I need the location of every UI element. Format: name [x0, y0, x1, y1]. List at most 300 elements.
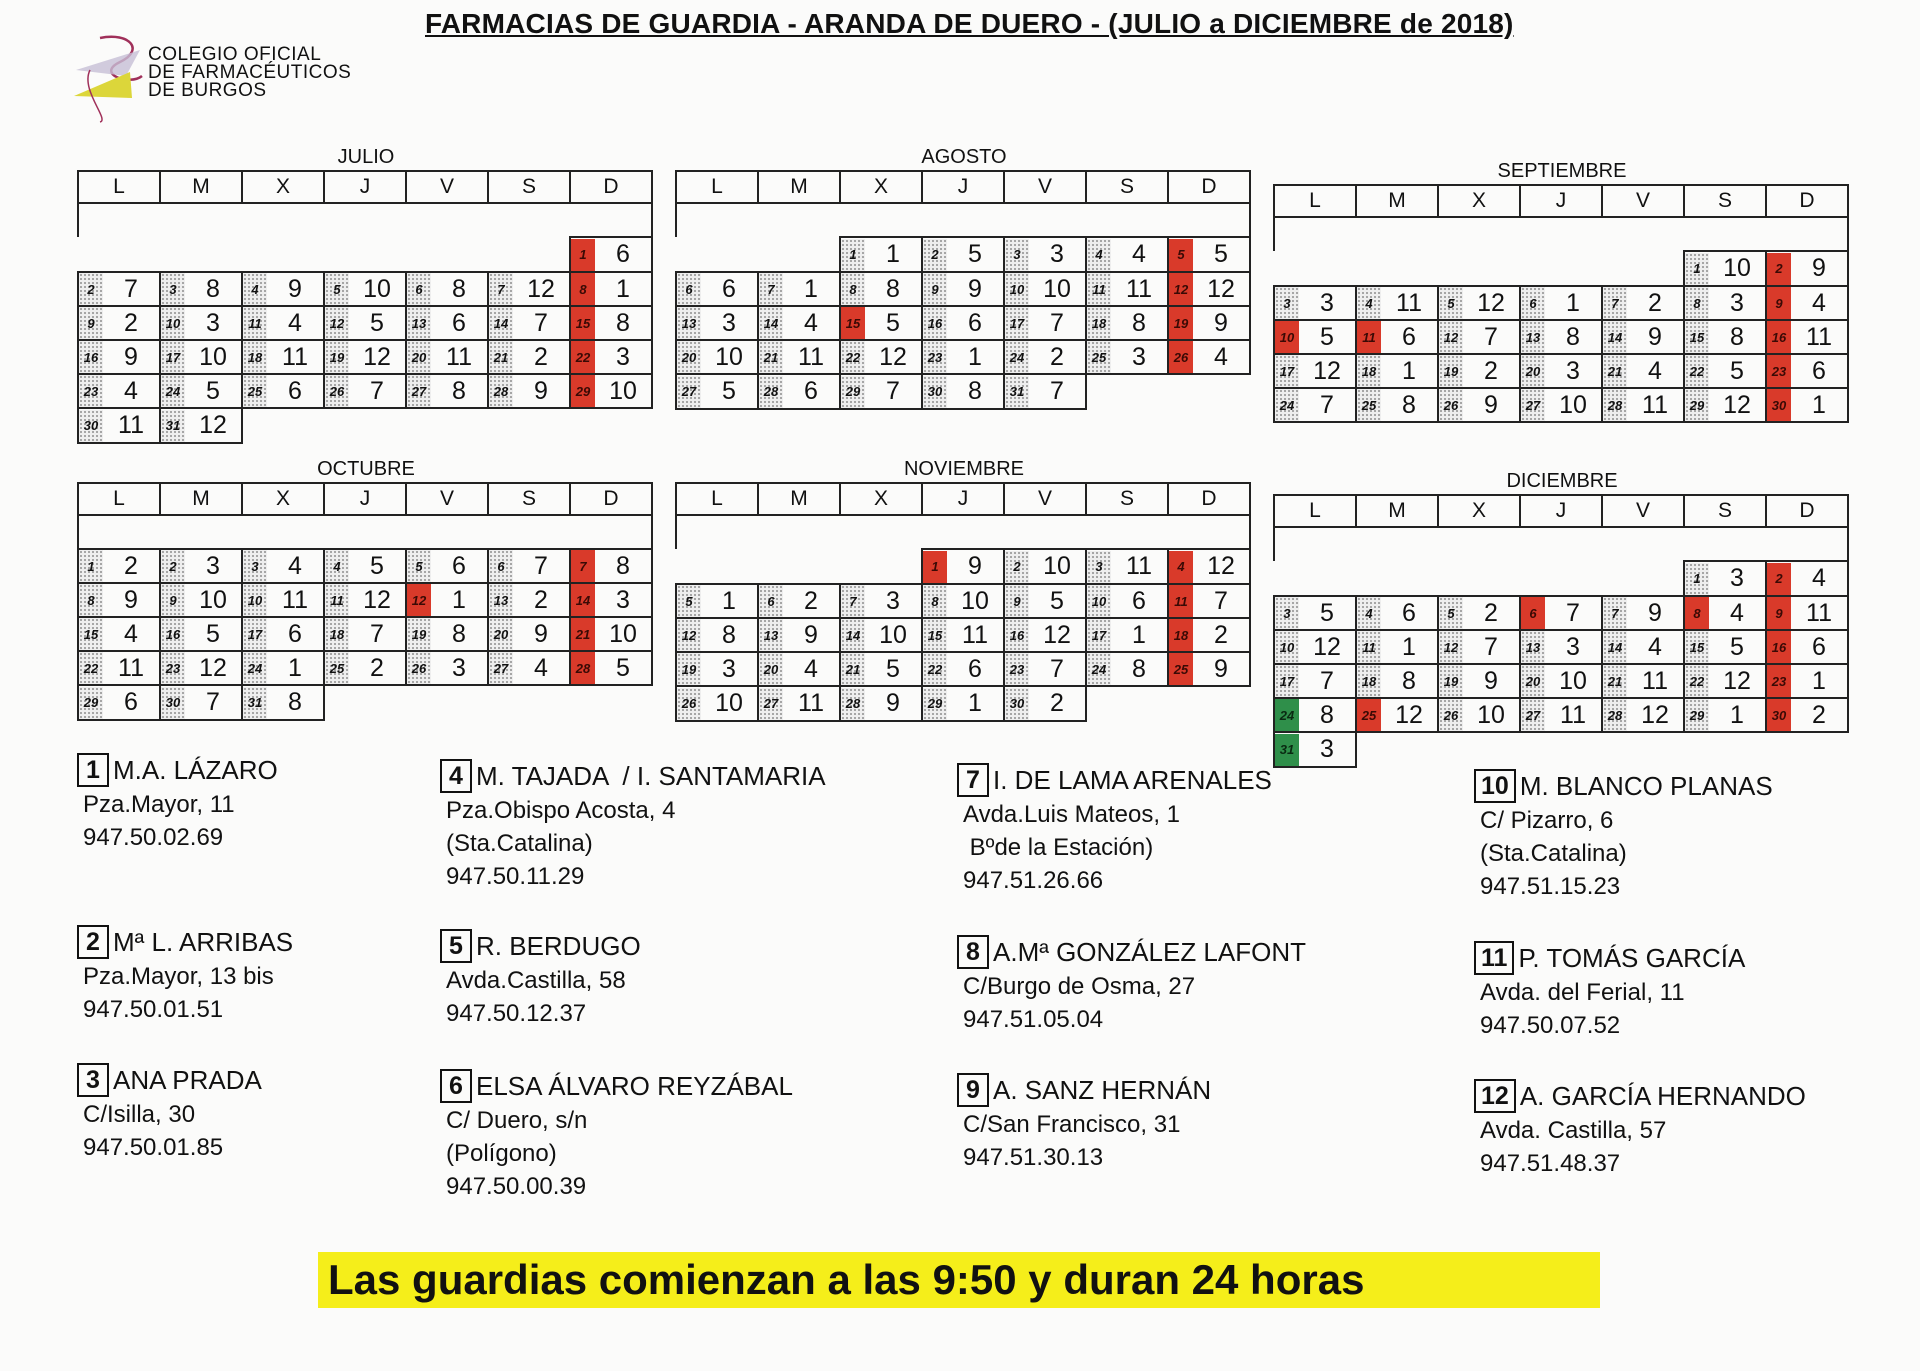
pharmacy-detail: (Sta.Catalina) — [1480, 840, 1627, 867]
day-cell — [570, 306, 652, 340]
pharmacy-number: 6 — [452, 308, 466, 337]
pharmacy-number: 7 — [124, 274, 138, 303]
day-cell — [1602, 698, 1684, 732]
weekday-header: M — [1356, 495, 1438, 527]
pharmacy-number: 5 — [886, 308, 900, 337]
day-cell — [1356, 320, 1438, 354]
day-number: 11 — [243, 307, 267, 339]
day-cell — [1602, 596, 1684, 630]
day-number: 11 — [325, 584, 349, 616]
day-cell — [1520, 630, 1602, 664]
day-number: 13 — [759, 619, 783, 651]
day-cell — [758, 340, 840, 374]
month-name: AGOSTO — [921, 146, 1007, 168]
pharmacy-name: R. BERDUGO — [476, 930, 641, 961]
pharmacy-number: 9 — [288, 274, 302, 303]
weekday-header: L — [78, 171, 160, 203]
day-number: 18 — [1169, 619, 1193, 651]
pharmacy-number: 11 — [1642, 666, 1668, 695]
day-cell — [406, 374, 488, 408]
day-cell — [1520, 596, 1602, 630]
day-number: 20 — [1521, 355, 1545, 387]
day-cell — [570, 583, 652, 617]
day-cell — [488, 306, 570, 340]
pharmacy-number: 2 — [1812, 700, 1826, 729]
weekday-header: J — [324, 171, 406, 203]
pharmacy-number: 4 — [124, 619, 138, 648]
pharmacy-number: 7 — [206, 688, 220, 716]
day-cell — [1602, 664, 1684, 698]
day-cell — [1438, 698, 1520, 732]
day-number: 6 — [1521, 287, 1545, 319]
day-cell — [1684, 320, 1766, 354]
day-number: 12 — [1439, 321, 1463, 353]
day-cell — [570, 617, 652, 651]
weekday-header: S — [1684, 495, 1766, 527]
day-number: 12 — [407, 584, 431, 616]
day-number: 17 — [1275, 665, 1299, 697]
pharmacy-detail: 947.50.00.39 — [446, 1173, 587, 1200]
logo-line-2: DE FARMACÉUTICOS — [148, 62, 352, 83]
weekday-header: X — [1438, 185, 1520, 217]
day-cell — [488, 583, 570, 617]
day-cell — [1168, 237, 1250, 272]
pharmacy-number: 12 — [1043, 620, 1071, 649]
day-cell — [242, 340, 324, 374]
day-number: 12 — [677, 619, 701, 651]
day-number: 1 — [841, 239, 865, 271]
day-number: 7 — [489, 273, 513, 305]
day-number: 14 — [571, 584, 595, 616]
day-number: 29 — [841, 376, 865, 408]
pharmacy-number-box: 12 — [1474, 1079, 1516, 1113]
day-number: 16 — [923, 307, 947, 339]
day-cell — [922, 652, 1004, 686]
pharmacy-name: ELSA ÁLVARO REYZÁBAL — [476, 1070, 793, 1101]
day-number: 26 — [1169, 341, 1193, 373]
pharmacy-number: 10 — [1559, 390, 1587, 419]
day-cell — [1086, 618, 1168, 652]
day-number: 14 — [489, 307, 513, 339]
day-cell — [676, 374, 758, 409]
hours-banner-text: Las guardias comienzan a las 9:50 y duran 24 horas — [328, 1256, 1365, 1303]
pharmacy-number: 9 — [1214, 308, 1228, 337]
day-number: 27 — [489, 652, 513, 684]
day-cell — [840, 686, 922, 721]
day-number: 15 — [1685, 321, 1709, 353]
day-number: 1 — [79, 550, 103, 582]
day-number: 17 — [1087, 619, 1111, 651]
day-cell — [1766, 561, 1848, 596]
pharmacy-number: 5 — [886, 654, 900, 683]
weekday-header: L — [1274, 185, 1356, 217]
day-number: 28 — [841, 688, 865, 720]
day-cell — [324, 583, 406, 617]
day-cell — [1086, 306, 1168, 340]
day-number: 4 — [1087, 239, 1111, 271]
day-cell — [488, 272, 570, 306]
weekday-header: D — [1766, 495, 1848, 527]
day-number: 11 — [1357, 631, 1381, 663]
pharmacy-number: 1 — [1132, 620, 1146, 649]
day-cell — [1168, 272, 1250, 306]
day-number: 21 — [1603, 355, 1627, 387]
day-number: 9 — [79, 307, 103, 339]
day-number: 26 — [325, 375, 349, 407]
day-number: 27 — [1521, 699, 1545, 731]
day-cell — [242, 272, 324, 306]
pharmacy-number: 11 — [118, 653, 144, 682]
day-cell — [1274, 596, 1356, 630]
weekday-header: L — [676, 483, 758, 515]
pharmacy-number: 3 — [206, 551, 220, 580]
pharmacy-number: 8 — [886, 274, 900, 303]
day-number: 21 — [759, 341, 783, 373]
pharmacy-number: 6 — [288, 376, 302, 405]
day-cell — [78, 651, 160, 685]
pharmacy-detail: 947.51.48.37 — [1480, 1150, 1621, 1177]
pharmacy-number: 3 — [1730, 288, 1744, 317]
day-cell — [758, 618, 840, 652]
pharmacy-number: 7 — [886, 377, 900, 405]
day-cell — [758, 652, 840, 686]
day-cell — [78, 617, 160, 651]
day-cell — [840, 652, 922, 686]
pharmacy-number: 3 — [1730, 564, 1744, 592]
pharmacy-number: 11 — [798, 342, 824, 371]
day-number: 3 — [1275, 287, 1299, 319]
pharmacy-number: 8 — [1566, 322, 1580, 351]
day-cell — [324, 651, 406, 685]
day-cell — [758, 584, 840, 618]
day-number: 24 — [1275, 389, 1299, 421]
day-cell — [160, 651, 242, 685]
day-cell — [922, 237, 1004, 272]
pharmacy-number: 4 — [1648, 632, 1662, 661]
pharmacy-number: 2 — [804, 586, 818, 615]
day-cell — [1766, 596, 1848, 630]
day-cell — [758, 272, 840, 306]
pharmacy-number: 12 — [363, 585, 391, 614]
day-cell — [160, 617, 242, 651]
pharmacy-number: 11 — [1126, 274, 1152, 303]
day-cell — [1168, 549, 1250, 584]
pharmacy-entry — [957, 762, 1417, 897]
day-number: 27 — [407, 375, 431, 407]
day-cell — [324, 306, 406, 340]
day-number: 19 — [1169, 307, 1193, 339]
pharmacy-detail: 947.50.01.51 — [83, 996, 224, 1023]
pharmacy-entry — [1474, 768, 1920, 903]
day-number: 7 — [759, 273, 783, 305]
day-number: 30 — [1767, 389, 1791, 421]
pharmacy-number: 1 — [452, 585, 466, 614]
day-number: 10 — [1087, 585, 1111, 617]
day-cell — [1004, 618, 1086, 652]
day-number: 25 — [243, 375, 267, 407]
pharmacy-number: 7 — [1050, 654, 1064, 683]
pharmacy-number: 2 — [534, 342, 548, 371]
day-cell — [570, 237, 652, 272]
day-number: 20 — [1521, 665, 1545, 697]
day-number: 19 — [1439, 665, 1463, 697]
day-number: 20 — [759, 653, 783, 685]
month-grid — [1273, 494, 1849, 768]
day-cell — [840, 306, 922, 340]
pharmacy-number: 5 — [1214, 240, 1228, 268]
day-number: 1 — [571, 239, 595, 271]
day-cell — [324, 374, 406, 408]
pharmacy-number: 12 — [1207, 552, 1235, 580]
day-cell — [1684, 354, 1766, 388]
pharmacy-number: 6 — [1402, 322, 1416, 351]
pharmacy-name: ANA PRADA — [113, 1064, 262, 1095]
pharmacy-number: 7 — [370, 376, 384, 405]
pharmacy-number: 11 — [1806, 322, 1832, 351]
logo-mark-icon — [70, 30, 150, 126]
day-cell — [922, 374, 1004, 409]
day-cell — [78, 583, 160, 617]
pharmacy-number: 11 — [1396, 288, 1422, 317]
day-cell — [1356, 286, 1438, 320]
day-number: 18 — [1087, 307, 1111, 339]
pharmacy-number: 1 — [886, 240, 900, 268]
day-number: 4 — [243, 273, 267, 305]
day-cell — [922, 340, 1004, 374]
day-number: 6 — [489, 550, 513, 582]
hours-banner — [318, 1252, 1600, 1308]
pharmacy-number: 10 — [1043, 274, 1071, 303]
pharmacy-number: 9 — [124, 585, 138, 614]
calendar-septiembre — [1273, 158, 1851, 423]
pharmacy-number: 8 — [1402, 390, 1416, 419]
day-number: 29 — [571, 375, 595, 407]
day-cell — [160, 583, 242, 617]
day-cell — [1520, 698, 1602, 732]
pharmacy-entry — [1474, 1078, 1920, 1180]
day-number: 19 — [325, 341, 349, 373]
page-title: FARMACIAS DE GUARDIA - ARANDA DE DUERO - (JULIO a DICIEMBRE de 2018) — [425, 8, 1514, 39]
pharmacy-number: 12 — [1723, 390, 1751, 419]
day-number: 30 — [1005, 688, 1029, 720]
day-cell — [1684, 698, 1766, 732]
pharmacy-number: 7 — [1214, 586, 1228, 615]
day-cell — [1438, 664, 1520, 698]
day-cell — [1274, 354, 1356, 388]
day-cell — [676, 618, 758, 652]
weekday-header: M — [1356, 185, 1438, 217]
day-cell — [1004, 374, 1086, 409]
pharmacy-entry — [440, 1068, 900, 1203]
pharmacy-number-box: 8 — [957, 935, 989, 969]
pharmacy-number: 10 — [1559, 666, 1587, 695]
pharmacy-number: 6 — [804, 377, 818, 405]
pharmacy-name: A. GARCÍA HERNANDO — [1519, 1080, 1806, 1111]
day-number: 28 — [759, 376, 783, 408]
pharmacy-number: 9 — [1484, 666, 1498, 695]
pharmacy-number: 4 — [288, 308, 302, 337]
pharmacy-name: M.A. LÁZARO — [113, 754, 278, 785]
day-number: 7 — [1603, 597, 1627, 629]
pharmacy-number: 8 — [1132, 308, 1146, 337]
pharmacy-number: 7 — [534, 551, 548, 580]
pharmacy-number: 12 — [1313, 632, 1341, 661]
pharmacy-number: 1 — [288, 653, 302, 682]
day-cell — [1438, 596, 1520, 630]
pharmacy-entry — [440, 928, 900, 1030]
pharmacy-number: 11 — [118, 411, 144, 439]
pharmacy-detail: 947.50.01.85 — [83, 1134, 224, 1161]
pharmacy-number: 10 — [609, 376, 637, 405]
day-number: 2 — [1767, 253, 1791, 285]
day-cell — [570, 549, 652, 583]
weekday-header: V — [406, 171, 488, 203]
day-number: 23 — [1767, 355, 1791, 387]
day-cell — [1086, 652, 1168, 686]
month-grid — [675, 482, 1251, 722]
day-number: 7 — [841, 585, 865, 617]
day-number: 10 — [161, 307, 185, 339]
day-number: 18 — [325, 618, 349, 650]
day-cell — [1684, 388, 1766, 422]
day-number: 3 — [1005, 239, 1029, 271]
weekday-header: V — [406, 483, 488, 515]
pharmacy-number-box: 3 — [77, 1063, 109, 1097]
day-number: 22 — [923, 653, 947, 685]
pharmacy-number: 7 — [1050, 308, 1064, 337]
pharmacy-number: 6 — [124, 688, 138, 716]
day-cell — [676, 686, 758, 721]
day-cell — [406, 583, 488, 617]
day-cell — [1520, 286, 1602, 320]
day-number: 31 — [1275, 734, 1299, 766]
weekday-header: D — [1168, 483, 1250, 515]
pharmacy-number: 12 — [199, 653, 227, 682]
pharmacy-number: 1 — [968, 342, 982, 371]
pharmacy-number: 1 — [804, 274, 818, 303]
pharmacy-number: 9 — [1648, 598, 1662, 627]
pharmacy-number: 9 — [968, 274, 982, 303]
calendar-octubre — [77, 456, 655, 721]
day-number: 13 — [1521, 321, 1545, 353]
pharmacy-number: 11 — [1642, 390, 1668, 419]
pharmacy-number: 10 — [715, 689, 743, 717]
day-number: 2 — [79, 273, 103, 305]
day-number: 9 — [1767, 597, 1791, 629]
day-number: 16 — [161, 618, 185, 650]
day-number: 18 — [1357, 665, 1381, 697]
day-cell — [160, 272, 242, 306]
month-grid — [77, 170, 653, 444]
pharmacy-number: 12 — [363, 342, 391, 371]
day-cell — [1274, 698, 1356, 732]
day-cell — [1086, 272, 1168, 306]
day-number: 3 — [1275, 597, 1299, 629]
pharmacy-detail: C/San Francisco, 31 — [963, 1111, 1181, 1138]
pharmacy-number: 10 — [199, 585, 227, 614]
day-number: 22 — [1685, 665, 1709, 697]
day-cell — [1004, 549, 1086, 584]
day-cell — [922, 686, 1004, 721]
day-number: 28 — [1603, 699, 1627, 731]
day-cell — [324, 340, 406, 374]
pharmacy-number: 8 — [206, 274, 220, 303]
pharmacy-number: 10 — [715, 342, 743, 371]
day-number: 13 — [489, 584, 513, 616]
pharmacy-number: 5 — [1320, 322, 1334, 351]
pharmacy-number: 9 — [804, 620, 818, 649]
pharmacy-detail: Avda.Luis Mateos, 1 — [963, 801, 1181, 828]
day-number: 25 — [1169, 653, 1193, 685]
pharmacy-number: 5 — [1730, 632, 1744, 661]
pharmacy-number: 8 — [968, 377, 982, 405]
weekday-header: M — [758, 483, 840, 515]
day-cell — [488, 549, 570, 583]
pharmacy-detail: C/Burgo de Osma, 27 — [963, 973, 1196, 1000]
day-cell — [406, 272, 488, 306]
pharmacy-number: 8 — [452, 376, 466, 405]
day-number: 24 — [1275, 699, 1299, 731]
day-number: 12 — [1169, 273, 1193, 305]
day-cell — [1766, 630, 1848, 664]
pharmacy-number: 9 — [886, 689, 900, 717]
day-number: 4 — [1169, 551, 1193, 583]
pharmacy-number: 2 — [1050, 342, 1064, 371]
pharmacy-number: 3 — [1050, 240, 1064, 268]
day-number: 12 — [1439, 631, 1463, 663]
pharmacy-number: 9 — [124, 342, 138, 371]
pharmacy-detail: (Sta.Catalina) — [446, 830, 593, 857]
pharmacy-detail: Avda. Castilla, 57 — [1480, 1117, 1667, 1144]
weekday-header: D — [1766, 185, 1848, 217]
day-number: 5 — [1169, 239, 1193, 271]
pharmacy-number: 9 — [968, 552, 982, 580]
pharmacy-number: 12 — [1313, 356, 1341, 385]
day-cell — [1168, 584, 1250, 618]
pharmacy-number: 7 — [1484, 632, 1498, 661]
pharmacy-detail: Pza.Mayor, 11 — [83, 791, 235, 818]
pharmacy-number: 5 — [370, 551, 384, 580]
day-number: 4 — [1357, 287, 1381, 319]
pharmacy-number: 6 — [1402, 598, 1416, 627]
day-number: 24 — [1087, 653, 1111, 685]
weekday-header: V — [1004, 483, 1086, 515]
pharmacy-number: 10 — [199, 342, 227, 371]
pharmacy-number: 4 — [1214, 342, 1228, 371]
day-number: 10 — [243, 584, 267, 616]
pharmacy-number: 5 — [370, 308, 384, 337]
day-number: 8 — [1685, 287, 1709, 319]
pharmacy-detail: 947.51.15.23 — [1480, 873, 1621, 900]
day-number: 18 — [243, 341, 267, 373]
day-cell — [922, 584, 1004, 618]
day-number: 28 — [571, 652, 595, 684]
pharmacy-number: 5 — [968, 240, 982, 268]
day-number: 26 — [1439, 699, 1463, 731]
day-number: 10 — [1005, 273, 1029, 305]
day-cell — [242, 306, 324, 340]
day-cell — [1520, 664, 1602, 698]
weekday-header: L — [78, 483, 160, 515]
day-cell — [676, 340, 758, 374]
pharmacy-number: 1 — [1812, 666, 1826, 695]
day-number: 10 — [1275, 321, 1299, 353]
day-cell — [758, 306, 840, 340]
day-cell — [1438, 286, 1520, 320]
day-cell — [1274, 286, 1356, 320]
pharmacy-number: 1 — [1402, 356, 1416, 385]
day-cell — [1766, 664, 1848, 698]
